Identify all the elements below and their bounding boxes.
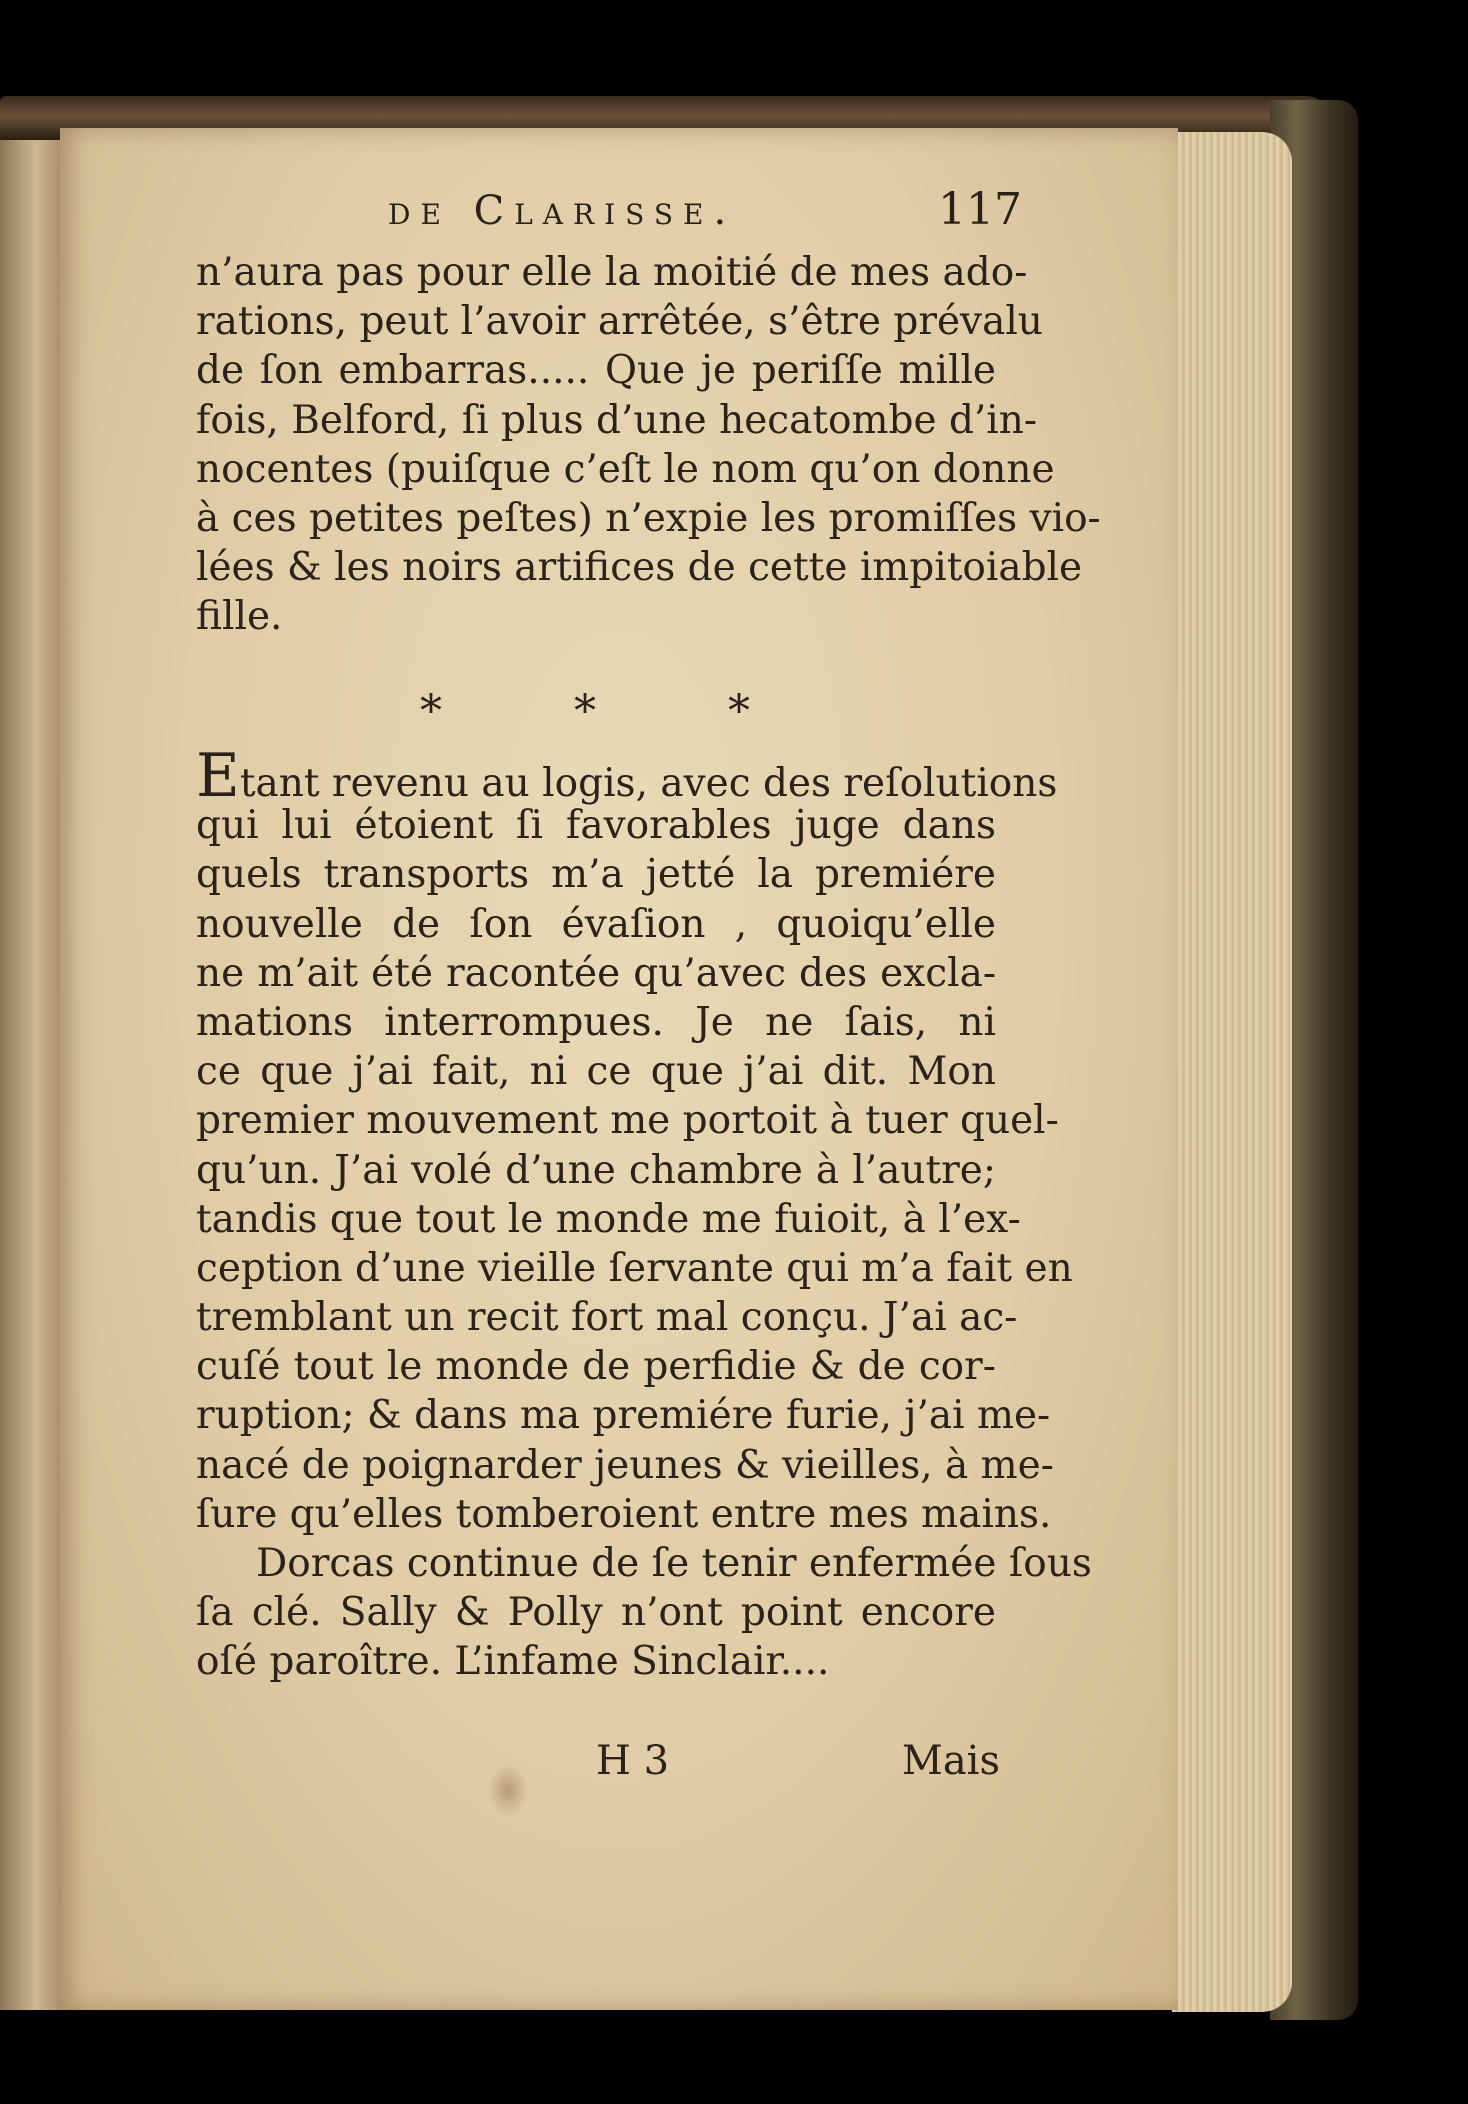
asterisk: * — [728, 686, 750, 737]
text-line: ce que j’ai fait, ni ce que j’ai dit. Mon — [196, 1049, 996, 1095]
text-line: ſure qu’elles tomberoient entre mes mains. — [196, 1491, 1052, 1537]
text-line: nocentes (puiſque c’eſt le nom qu’on donne — [196, 446, 1055, 492]
text-line: oſé paroître. L’infame Sinclair.... — [196, 1639, 830, 1685]
page-edges — [1172, 132, 1292, 2012]
asterisk: * — [574, 686, 596, 737]
asterisk: * — [420, 686, 442, 737]
text-line: tandis que tout le monde me fuioit, à l’ex- — [196, 1196, 1021, 1242]
text-line: qui lui étoient ſi favorables juge dans — [196, 803, 996, 849]
text-line: ne m’ait été racontée qu’avec des excla- — [196, 950, 996, 996]
text-line: lées & les noirs artifices de cette impitoiable — [196, 545, 1083, 591]
text-line: n’aura pas pour elle la moitié de mes ado- — [196, 250, 1028, 295]
text-line: mations interrompues. Je ne ſais, ni — [196, 999, 996, 1045]
running-head: de Clarisse. — [388, 188, 737, 234]
drop-cap: E — [196, 741, 240, 811]
text-line: de ſon embarras..... Que je periſſe mille — [196, 348, 996, 394]
text-line: rations, peut l’avoir arrêtée, s’être prévalu — [196, 299, 1043, 345]
text-line: Dorcas continue de ſe tenir enfermée ſous — [256, 1541, 1092, 1586]
left-page — [0, 140, 64, 2010]
paragraph-2 — [196, 741, 1092, 1687]
paragraph-1 — [196, 248, 1101, 642]
text-line: qu’un. J’ai volé d’une chambre à l’autre; — [196, 1147, 996, 1193]
ink-stain — [488, 1764, 528, 1816]
section-separator — [420, 686, 750, 742]
text-line: cuſé tout le monde de perfidie & de cor- — [196, 1344, 996, 1390]
text-line: ſa clé. Sally & Polly n’ont point encore — [196, 1590, 996, 1636]
text-line: fille. — [196, 594, 283, 640]
text-line: ruption; & dans ma premiére furie, j’ai me- — [196, 1393, 1051, 1439]
text-line: fois, Belford, ſi plus d’une hecatombe d’in- — [196, 397, 1038, 443]
text-line: tant revenu au logis, avec des reſolutions — [239, 761, 1058, 806]
text-line: premier mouvement me portoit à tuer quel- — [196, 1098, 1059, 1144]
page-number: 117 — [938, 184, 1022, 235]
text-line: tremblant un recit fort mal conçu. J’ai ac- — [196, 1295, 1018, 1341]
signature-mark: H 3 — [596, 1738, 670, 1784]
text-line: nouvelle de ſon évaſion , quoiqu’elle — [196, 901, 996, 947]
text-line: quels transports m’a jetté la premiére — [196, 852, 996, 898]
text-line-with-dropcap — [196, 741, 1058, 811]
catchword: Mais — [901, 1738, 1000, 1784]
text-line: ception d’une vieille ſervante qui m’a fait en — [196, 1245, 1073, 1291]
text-line: nacé de poignarder jeunes & vieilles, à me- — [196, 1442, 1054, 1488]
text-line: à ces petites peſtes) n’expie les promiſſes vio- — [196, 495, 1101, 541]
